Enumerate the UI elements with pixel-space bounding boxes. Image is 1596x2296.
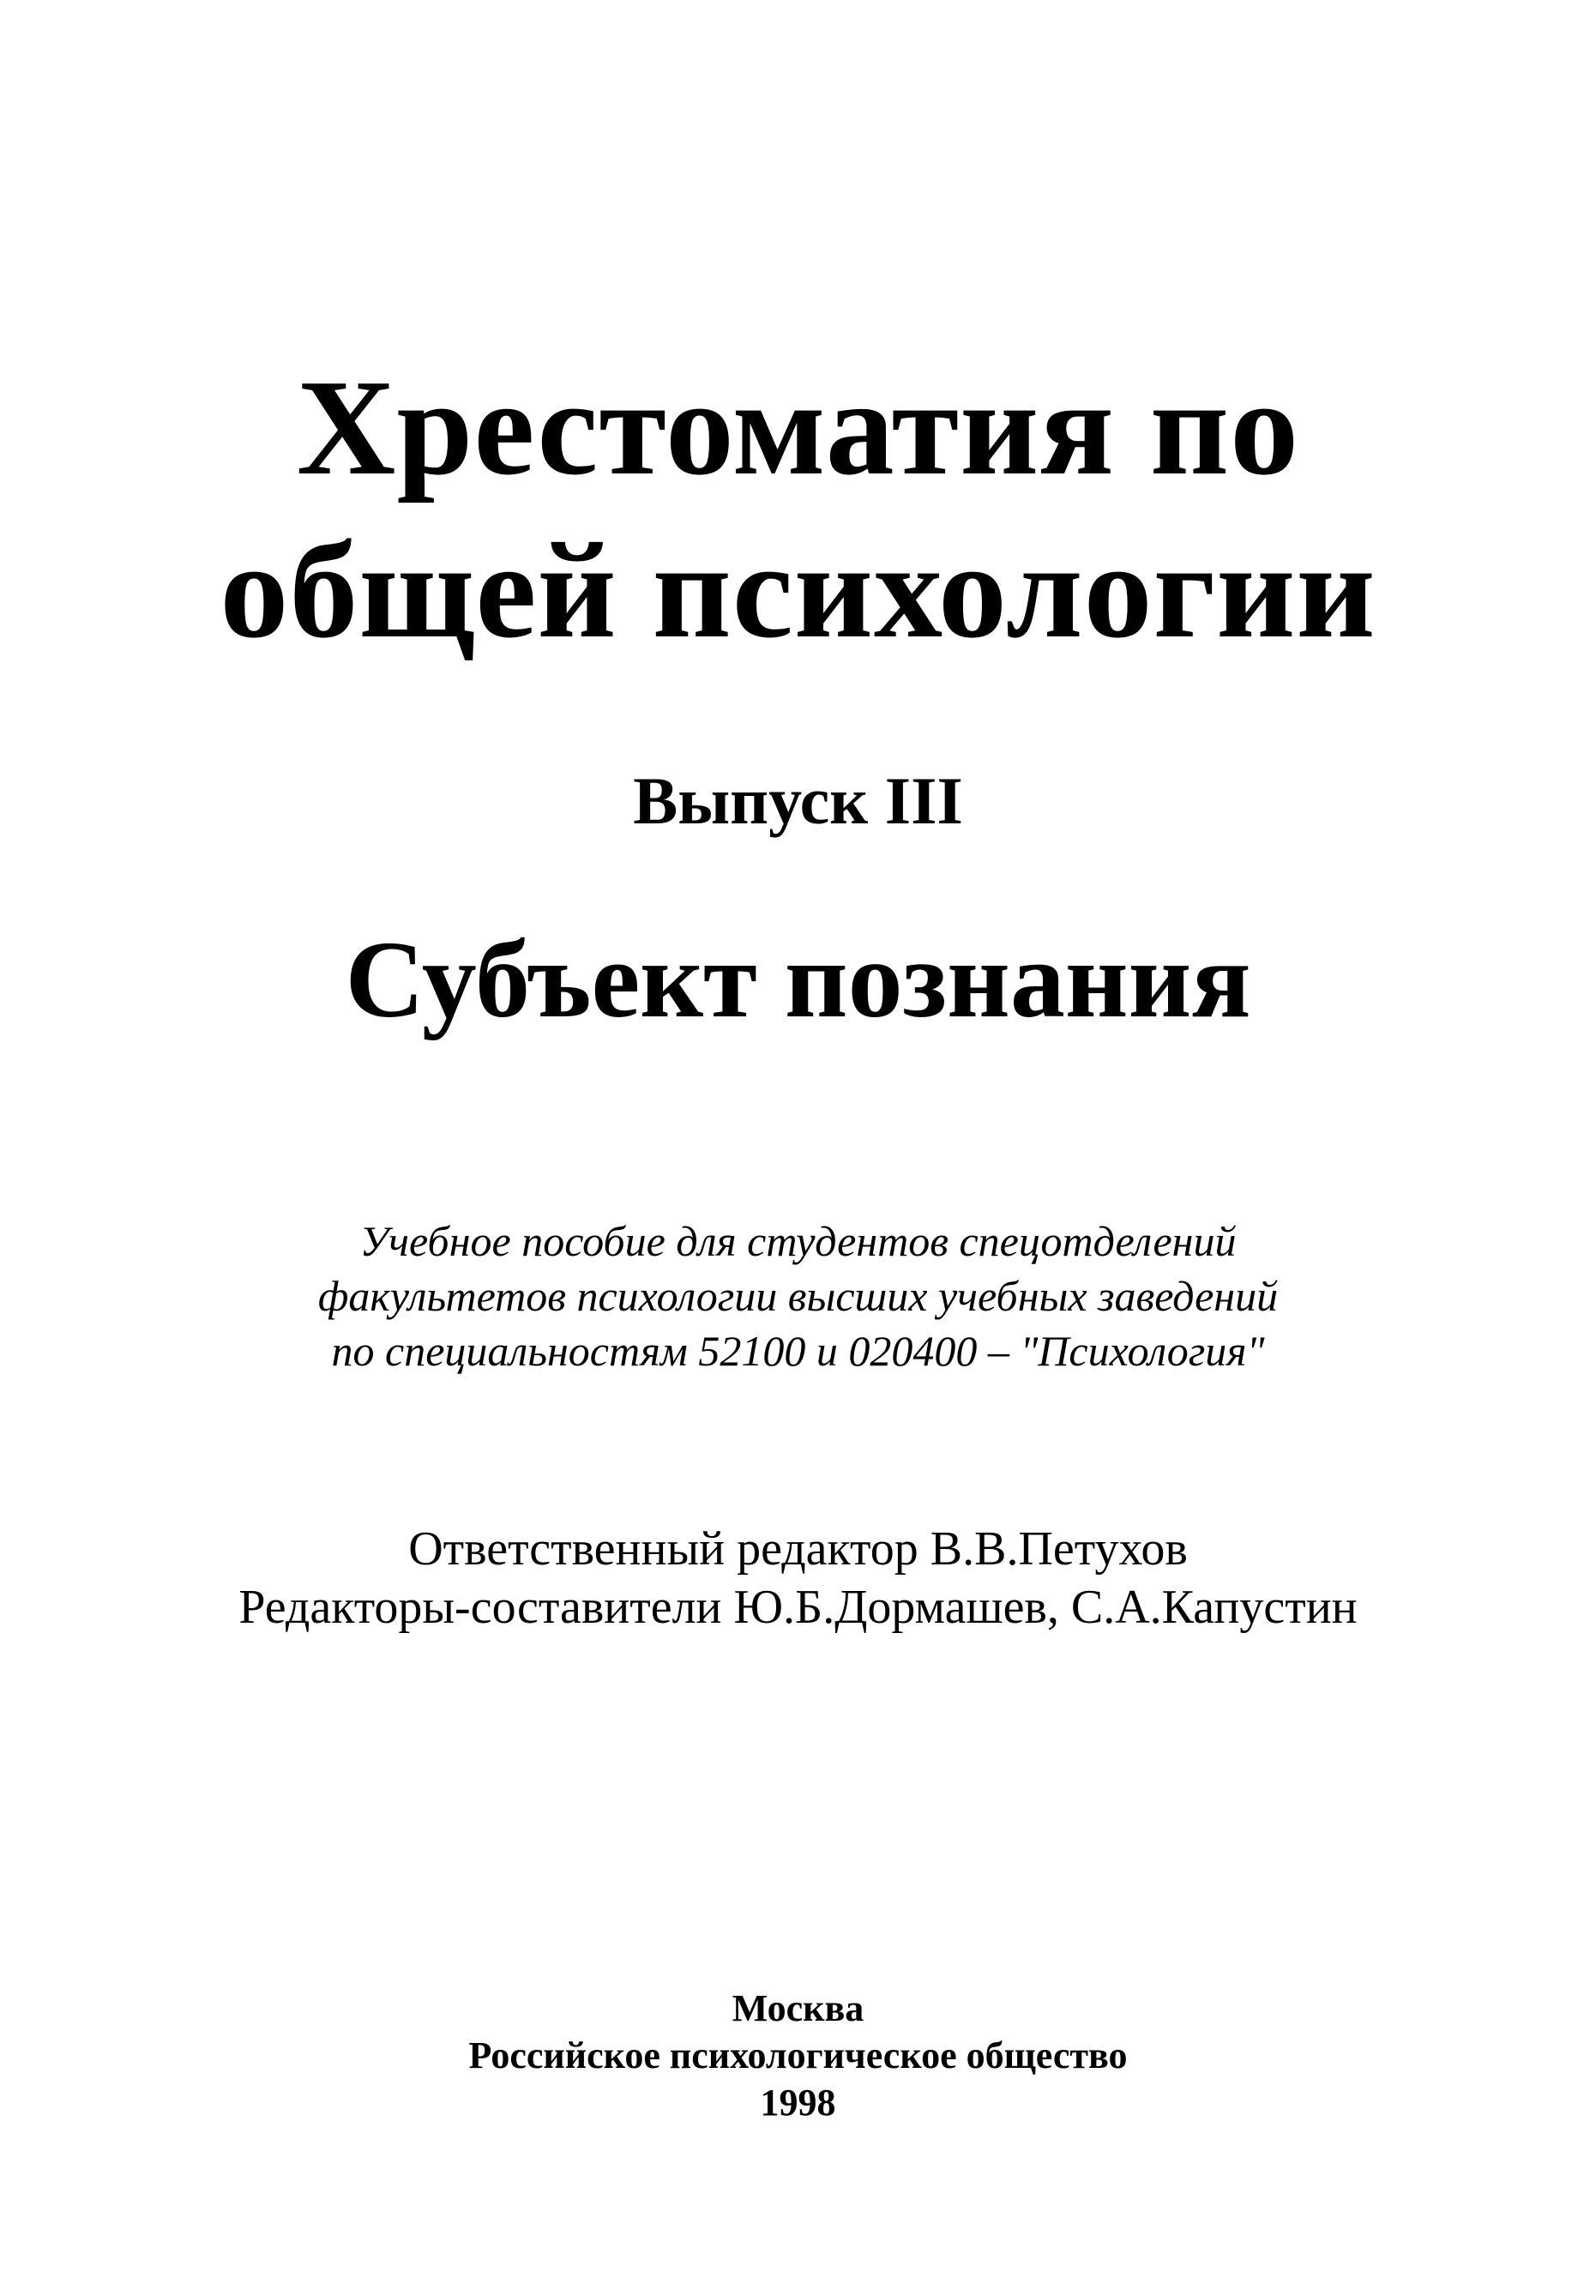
- description-line-1: Учебное пособие для студентов спецотделений: [359, 1217, 1237, 1265]
- book-subtitle: Субъект познания: [345, 919, 1251, 1040]
- imprint-city: Москва: [732, 1987, 864, 2029]
- responsible-editor: Ответственный редактор В.В.Петухов: [408, 1522, 1188, 1576]
- imprint-publisher: Российское психологическое общество: [468, 2034, 1128, 2076]
- book-title-line-1: Хрестоматия по: [296, 351, 1300, 503]
- compiling-editors: Редакторы-составители Ю.Б.Дормашев, С.А.Капустин: [238, 1581, 1358, 1634]
- description-line-2: факультетов психологии высших учебных заведений: [317, 1272, 1279, 1320]
- description-line-3: по специальностям 52100 и 020400 – "Психология": [331, 1327, 1265, 1375]
- imprint-year: 1998: [760, 2082, 836, 2124]
- issue-number: Выпуск III: [633, 763, 963, 838]
- book-title-line-2: общей психологии: [220, 514, 1376, 666]
